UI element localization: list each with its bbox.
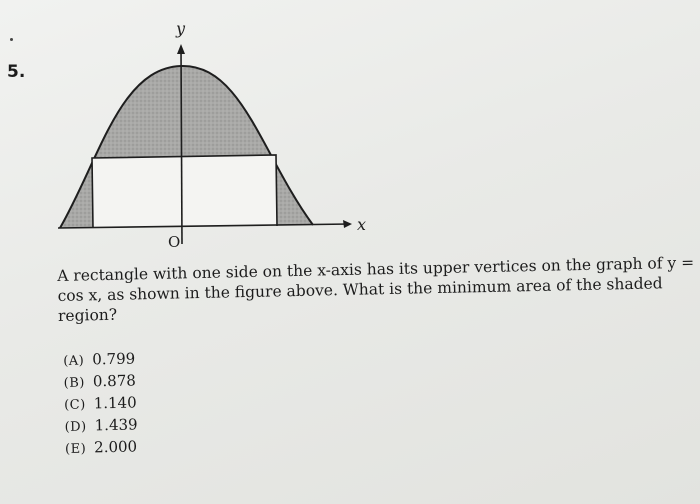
question-stem: A rectangle with one side on the x-axis has its upper vertices on the graph of y = cos x, as shown in the figure above. What is the minimum area of the shaded region?	[57, 253, 695, 325]
choice-letter: (B)	[63, 375, 86, 391]
choice-letter: (C)	[64, 397, 86, 413]
choice-letter: (E)	[64, 441, 87, 457]
choice-c[interactable]	[64, 392, 137, 416]
choice-value: 1.439	[94, 415, 138, 435]
x-axis-label: x	[357, 215, 367, 234]
choice-a[interactable]	[63, 348, 136, 372]
choice-value: 2.000	[93, 437, 138, 457]
x-axis-arrow	[343, 220, 352, 228]
choice-e[interactable]	[65, 436, 138, 460]
choice-letter: (D)	[64, 419, 87, 435]
choice-value: 0.878	[92, 371, 136, 391]
choice-b[interactable]	[63, 370, 136, 394]
y-axis-arrow	[177, 44, 185, 54]
choice-letter: (A)	[63, 353, 85, 369]
choice-value: 0.799	[92, 349, 136, 369]
y-axis-label: y	[176, 19, 186, 38]
question-number: 5.	[7, 62, 26, 82]
choice-d[interactable]	[64, 414, 137, 438]
answer-choices	[63, 348, 138, 460]
origin-label: O	[168, 233, 181, 251]
choice-value: 1.140	[93, 393, 137, 413]
inscribed-rectangle	[92, 155, 277, 228]
y-axis	[181, 48, 182, 244]
